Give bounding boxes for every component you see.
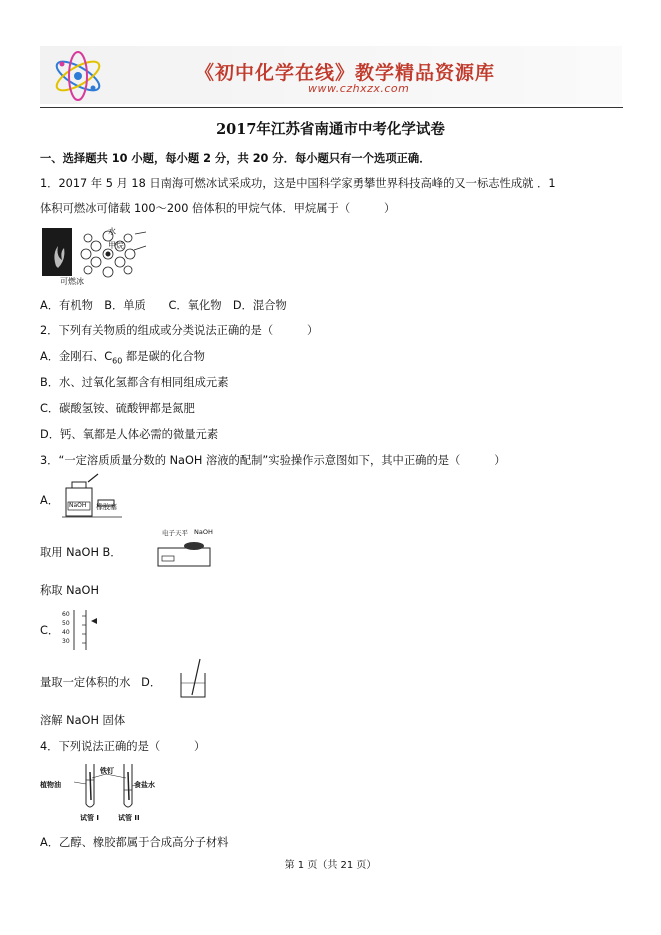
q3-figure-b-balance: [156, 532, 214, 568]
q2-option-d: D．钙、氧都是人体必需的微量元素: [40, 428, 219, 441]
q2-stem: 2．下列有关物质的组成或分类说法正确的是（ ）: [40, 324, 319, 337]
header-divider: [40, 107, 623, 108]
q2-option-c: C．碳酸氢铵、硫酸钾都是氮肥: [40, 402, 195, 415]
q2-option-a: [40, 348, 205, 365]
q1-stem-line2: 体积可燃冰可储载 100～200 倍体积的甲烷气体．甲烷属于（ ）: [40, 202, 396, 215]
q3-option-d-caption: 溶解 NaOH 固体: [40, 714, 126, 727]
q1-fig-label-ice: 可燃冰: [60, 277, 84, 286]
q3-fig-b-balance-label: 电子天平: [162, 529, 188, 537]
q3-fig-a-stopper: 橡胶塞: [96, 503, 117, 511]
page-footer: 第 1 页（共 21 页）: [284, 860, 377, 871]
q3-option-d-label: D．: [141, 676, 162, 689]
q3-fig-c-tick-50: 50: [62, 620, 70, 627]
q4-fig-label-oil: 植物油: [40, 781, 61, 789]
atom-logo-icon: [48, 50, 108, 102]
q2-option-a-post: 都是碳的化合物: [122, 350, 205, 363]
q2-option-a-pre: A．金刚石、C: [40, 350, 113, 363]
q3-fig-b-naoh: NaOH: [194, 528, 213, 536]
page-title: 2017年江苏省南通市中考化学试卷: [216, 121, 445, 138]
q3-figure-a-reagent-bottle: [62, 472, 124, 520]
q3-fig-c-ticks: [62, 610, 70, 646]
q1-fig-label-water: 水: [108, 227, 116, 236]
q3-option-a-caption-text: 取用 NaOH: [40, 546, 99, 559]
q4-fig-label-nail: 铁钉: [100, 767, 114, 775]
q2-option-b: B．水、过氧化氢都含有相同组成元素: [40, 376, 229, 389]
q3-option-b-label: B．: [102, 546, 122, 559]
q4-option-a: A．乙醇、橡胶都属于合成高分子材料: [40, 836, 229, 849]
q1-options: A．有机物 B．单质 C．氧化物 D．混合物: [40, 299, 287, 312]
q3-stem: 3．“一定溶质质量分数的 NaOH 溶液的配制”实验操作示意图如下，其中正确的是（ ）: [40, 454, 506, 467]
q3-option-b-caption: 称取 NaOH: [40, 584, 99, 597]
q1-fig-label-methane: 甲烷: [108, 241, 124, 250]
banner-title: 《初中化学在线》教学精品资源库: [195, 62, 496, 84]
q3-option-c-caption: [40, 674, 161, 690]
q3-fig-a-naoh: NaOH: [69, 502, 87, 509]
q3-option-c-caption-text: 量取一定体积的水: [40, 676, 131, 689]
q2-option-a-sub: 60: [112, 356, 123, 366]
q3-figure-d-beaker: [178, 657, 210, 699]
q4-fig-label-brine: 食盐水: [134, 781, 155, 789]
q3-option-a-caption: [40, 544, 122, 560]
q3-option-c-label: C．: [40, 624, 60, 637]
section-heading: 一、选择题共 10 小题，每小题 2 分，共 20 分．每小题只有一个选项正确．: [40, 152, 431, 165]
banner-url[interactable]: www.czhxzx.com: [308, 82, 410, 95]
q3-fig-c-tick-40: 40: [62, 629, 70, 636]
q3-fig-c-tick-30: 30: [62, 638, 70, 645]
q3-fig-c-tick-60: 60: [62, 611, 70, 618]
q4-stem: 4．下列说法正确的是（ ）: [40, 740, 206, 753]
q1-stem-line1: 1．2017 年 5 月 18 日南海可燃冰试采成功，这是中国科学家勇攀世界科技高峰的又一标志性成就 ．1: [40, 177, 556, 190]
q4-fig-label-tube1: 试管 I: [80, 814, 100, 822]
q3-option-a-label: A．: [40, 494, 60, 507]
q4-fig-label-tube2: 试管 II: [118, 814, 140, 822]
